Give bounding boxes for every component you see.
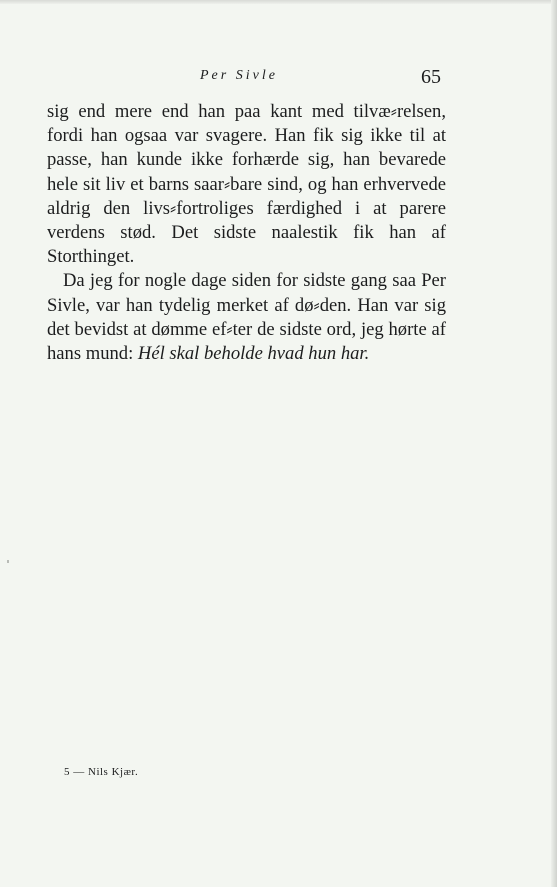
page-top-edge	[0, 0, 557, 4]
paragraph-2	[47, 269, 446, 366]
page-number: 65	[421, 66, 441, 88]
body-text	[47, 100, 446, 366]
running-head	[0, 67, 557, 91]
closing-quote-italic: Hél skal beholde hvad hun har.	[137, 343, 370, 365]
running-head-title: Per Sivle	[200, 68, 278, 83]
page-right-edge	[551, 0, 557, 887]
margin-speck	[7, 560, 9, 563]
paragraph-1: sig end mere end han paa kant med tilvæ⸗relsen, fordi han ogsaa var svagere. Han fik sig ikke til at passe, han kunde ikke forhærde sig, han bevarede hele sit liv et barns saar⸗bare sind, og han erhvervede aldrig den livs⸗fortroliges færdighed i at parere verdens stød. Det sidste naalestik fik han af Storthinget.	[47, 101, 446, 268]
paragraph-2-text: Da jeg for nogle dage siden for sidste gang saa Per Sivle, var han tydelig merket af dø⸗den. Han var sig det bevidst at dømme ef⸗ter de sidste ord, jeg hørte af hans mund:	[47, 270, 446, 365]
footer-signature: 5 — Nils Kjær.	[64, 766, 139, 778]
